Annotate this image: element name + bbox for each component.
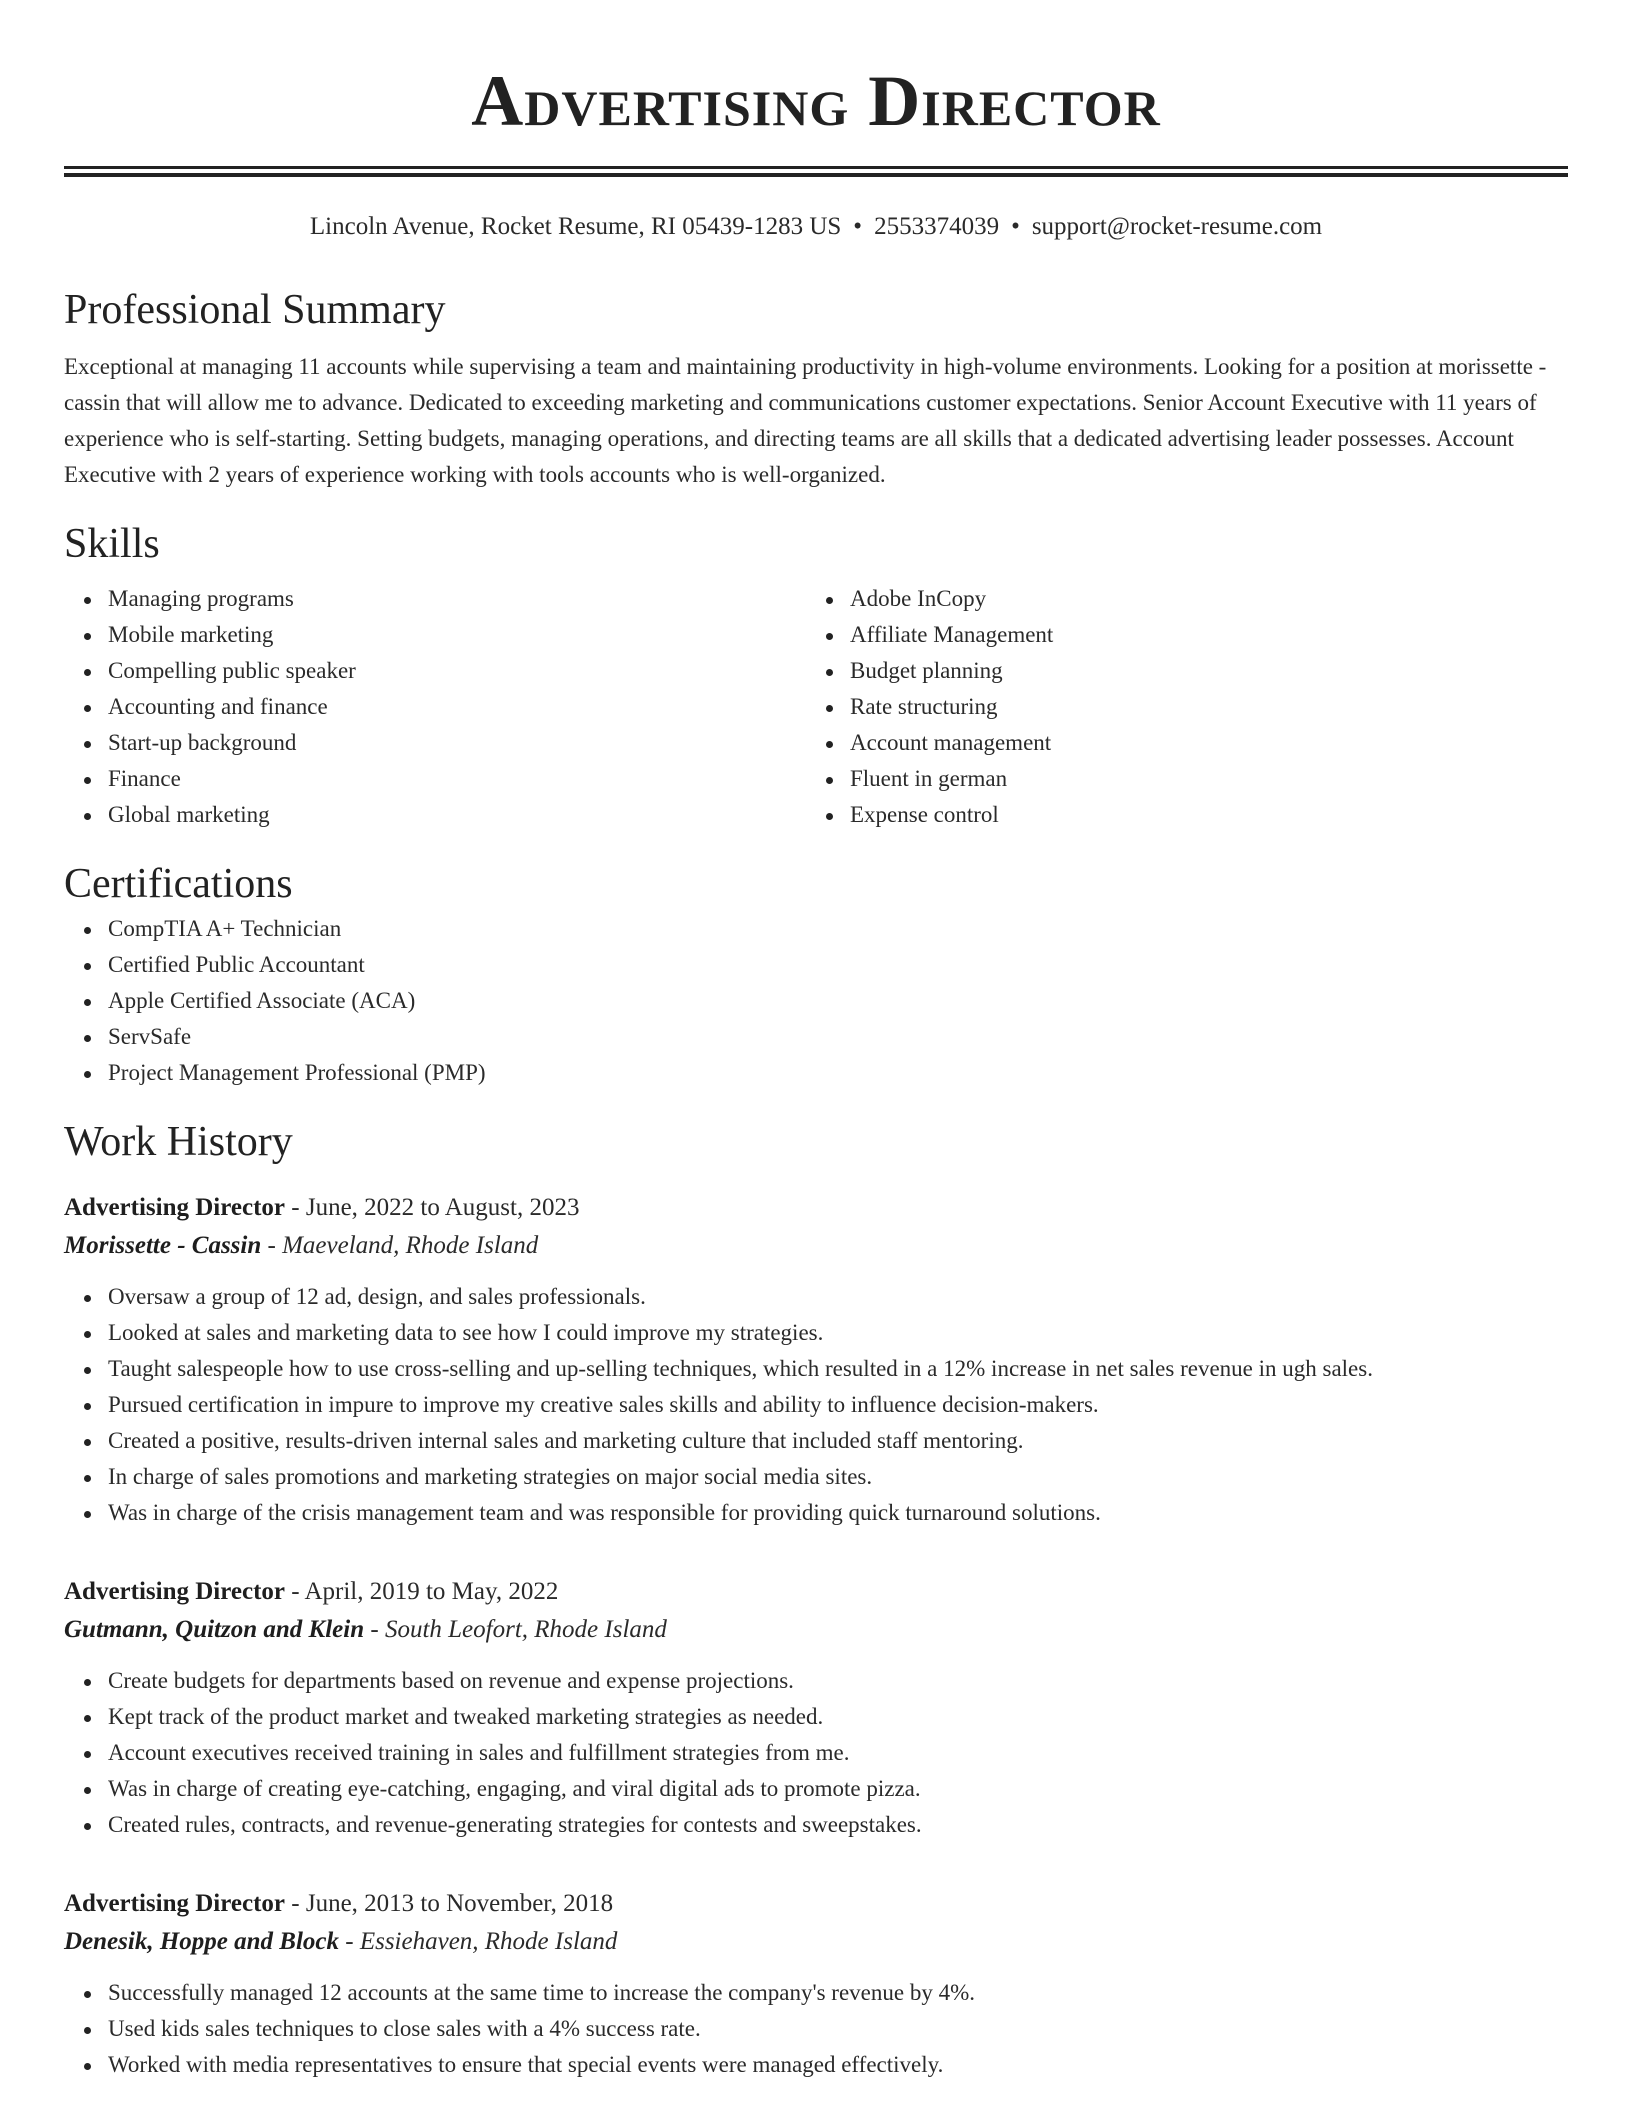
job-entry [64, 1885, 1568, 2083]
skill-item: Rate structuring [850, 689, 1548, 725]
summary-text: Exceptional at managing 11 accounts while supervising a team and maintaining productivity in high-volume environments. Looking for a position at morissette - cassin that will allow me to advance. Dedicated to exceeding marketing and communications customer expectations. Senior Account Executive with 11 years of experience who is self-starting. Setting budgets, managing operations, and directing teams are all skills that a dedicated advertising leader possesses. Account Executive with 2 years of experience working with tools accounts who is well-organized. [64, 354, 1547, 487]
job-title-line [64, 1189, 1568, 1227]
contact-separator: • [1011, 213, 1020, 240]
resume-page [64, 0, 1568, 2083]
certification-item: CompTIA A+ Technician [108, 911, 1568, 947]
contact-address: Lincoln Avenue, Rocket Resume, RI 05439-1283 US [309, 213, 842, 240]
contact-phone: 2553374039 [874, 213, 1000, 240]
job-bullet: Was in charge of the crisis management team and was responsible for providing quick turnaround solutions. [108, 1495, 1568, 1531]
skill-item: Mobile marketing [108, 617, 806, 653]
skill-item: Affiliate Management [850, 617, 1548, 653]
skill-item: Adobe InCopy [850, 581, 1548, 617]
job-title: Advertising Director [64, 1578, 286, 1605]
job-bullet: Looked at sales and marketing data to see how I could improve my strategies. [108, 1315, 1568, 1351]
job-dates: - June, 2022 to August, 2023 [285, 1194, 580, 1221]
contact-separator: • [853, 213, 863, 240]
job-bullet: Taught salespeople how to use cross-selling and up-selling techniques, which resulted in a 12% increase in net sales revenue in ugh sales. [108, 1351, 1568, 1387]
job-bullet: Created a positive, results-driven internal sales and marketing culture that included staff mentoring. [108, 1423, 1568, 1459]
job-company-line [64, 1611, 1568, 1649]
work-history-heading: Work History [64, 1119, 293, 1165]
certification-item: Certified Public Accountant [108, 947, 1568, 983]
job-company-line [64, 1227, 1568, 1265]
contact-line [64, 211, 1568, 243]
job-bullet: Kept track of the product market and tweaked marketing strategies as needed. [108, 1699, 1568, 1735]
skill-item: Start-up background [108, 725, 806, 761]
resume-name: Advertising Director [471, 61, 1161, 141]
job-dates: - June, 2013 to November, 2018 [285, 1890, 614, 1917]
job-entry [64, 1189, 1568, 1531]
job-bullet: In charge of sales promotions and marketing strategies on major social media sites. [108, 1459, 1568, 1495]
skills-heading: Skills [64, 521, 160, 567]
skill-item: Accounting and finance [108, 689, 806, 725]
certification-item: Apple Certified Associate (ACA) [108, 983, 1568, 1019]
skill-item: Budget planning [850, 653, 1548, 689]
job-bullet: Oversaw a group of 12 ad, design, and sales professionals. [108, 1279, 1568, 1315]
job-company: Denesik, Hoppe and Block [64, 1928, 339, 1955]
certification-item: ServSafe [108, 1019, 1568, 1055]
job-bullets [64, 1279, 1568, 1531]
skills-column-left [64, 581, 806, 833]
skill-item: Global marketing [108, 797, 806, 833]
job-company: Morissette - Cassin [64, 1232, 262, 1259]
job-title: Advertising Director [64, 1890, 286, 1917]
skills-column-right [806, 581, 1548, 833]
job-title-line [64, 1573, 1568, 1611]
summary-heading: Professional Summary [64, 287, 446, 333]
skills-grid [64, 581, 1568, 833]
job-title-line [64, 1885, 1568, 1923]
skill-item: Account management [850, 725, 1548, 761]
job-bullet: Used kids sales techniques to close sales with a 4% success rate. [108, 2011, 1568, 2047]
contact-email: support@rocket-resume.com [1031, 213, 1323, 240]
job-bullet: Pursued certification in impure to improve my creative sales skills and ability to influence decision-makers. [108, 1387, 1568, 1423]
job-bullet: Successfully managed 12 accounts at the same time to increase the company's revenue by 4%. [108, 1975, 1568, 2011]
certifications-list [64, 911, 1568, 1091]
skill-item: Fluent in german [850, 761, 1548, 797]
header-double-rule [64, 166, 1568, 177]
job-company-line [64, 1923, 1568, 1961]
job-title: Advertising Director [64, 1194, 286, 1221]
skill-item: Finance [108, 761, 806, 797]
job-bullet: Create budgets for departments based on revenue and expense projections. [108, 1663, 1568, 1699]
job-bullet: Worked with media representatives to ensure that special events were managed effectively. [108, 2047, 1568, 2083]
job-bullet: Created rules, contracts, and revenue-generating strategies for contests and sweepstakes. [108, 1807, 1568, 1843]
job-location: - Essiehaven, Rhode Island [339, 1928, 618, 1955]
job-entry [64, 1573, 1568, 1843]
job-location: - South Leofort, Rhode Island [364, 1616, 667, 1643]
job-dates: - April, 2019 to May, 2022 [285, 1578, 559, 1605]
job-location: - Maeveland, Rhode Island [261, 1232, 539, 1259]
certification-item: Project Management Professional (PMP) [108, 1055, 1568, 1091]
skill-item: Compelling public speaker [108, 653, 806, 689]
job-company: Gutmann, Quitzon and Klein [64, 1616, 365, 1643]
job-bullet: Account executives received training in sales and fulfillment strategies from me. [108, 1735, 1568, 1771]
job-bullets [64, 1663, 1568, 1843]
job-bullet: Was in charge of creating eye-catching, engaging, and viral digital ads to promote pizza. [108, 1771, 1568, 1807]
skill-item: Expense control [850, 797, 1548, 833]
job-bullets [64, 1975, 1568, 2083]
skill-item: Managing programs [108, 581, 806, 617]
certifications-heading: Certifications [64, 861, 293, 907]
